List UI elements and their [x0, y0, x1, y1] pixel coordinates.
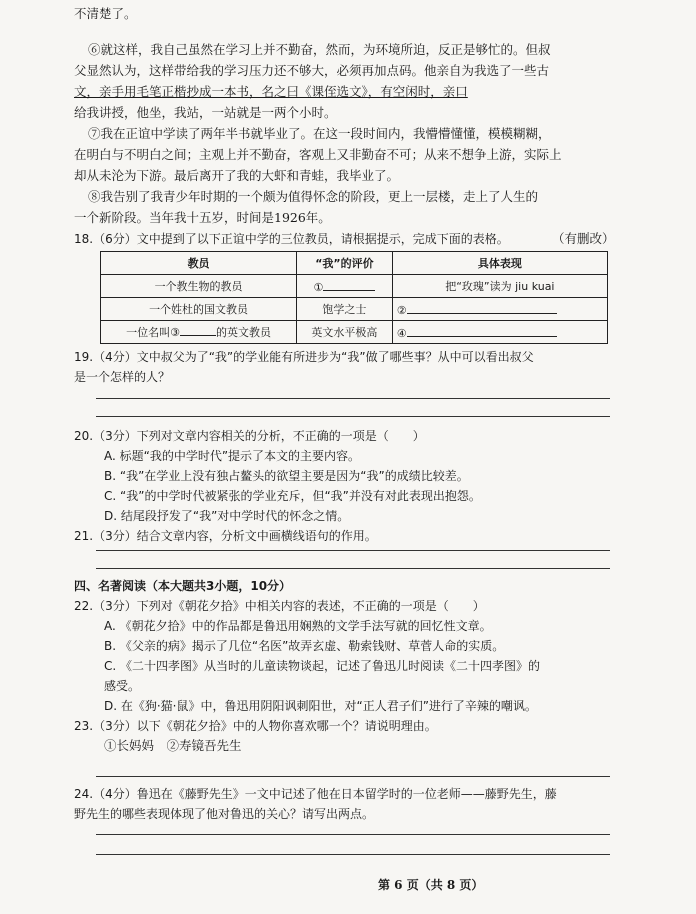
answer-line[interactable]: [96, 416, 610, 417]
source-note: （有删改）: [552, 231, 615, 246]
question-23-stem: 23.（3分）以下《朝花夕拾》中的人物你喜欢哪一个？请说明理由。: [74, 719, 437, 733]
question-19-stem-2: 是一个怎样的人？: [74, 370, 171, 384]
option-d: D. 在《狗·猫·鼠》中，鲁迅用阴阳讽刺阳世，对“正人君子们”进行了辛辣的嘲讽。: [104, 699, 537, 713]
option-b: B. “我”在学业上没有独占鳌头的欲望主要是因为“我”的成绩比较差。: [104, 469, 469, 483]
answer-line[interactable]: [96, 550, 610, 551]
answer-cell-1[interactable]: ①: [297, 275, 393, 298]
passage-line: [74, 82, 468, 102]
passage-line: 给我讲授，他坐，我站，一站就是一两个小时。: [74, 105, 337, 120]
passage-line: 一个新阶段。当年我十五岁，时间是1926年。: [74, 210, 331, 225]
option-b: B. 《父亲的病》揭示了几位“名医”故弄玄虚、勒索钱财、草菅人命的实质。: [104, 639, 505, 653]
table-row: [101, 275, 608, 298]
table-row: [101, 321, 608, 344]
question-24-stem-2: 野先生的哪些表现体现了他对鲁迅的关心？请写出两点。: [74, 807, 375, 821]
answer-blank[interactable]: [407, 302, 557, 314]
option-a: A. 标题“我的中学时代”提示了本文的主要内容。: [104, 449, 361, 463]
passage-line: ⑦我在正谊中学读了两年半书就毕业了。在这一段时间内，我懵懵懂懂，模模糊糊，: [88, 126, 551, 141]
passage-line: 不清楚了。: [74, 6, 137, 21]
option-c: C. “我”的中学时代被紧张的学业充斥，但“我”并没有对此表现出抱怨。: [104, 489, 481, 503]
table-cell: 英文水平极高: [297, 321, 393, 344]
passage-line: ⑧我告别了我青少年时期的一个颇为值得怀念的阶段，更上一层楼，走上了人生的: [88, 189, 539, 204]
answer-blank[interactable]: [180, 324, 216, 336]
question-19-stem: 19.（4分）文中叔父为了“我”的学业能有所进步为“我”做了哪些事？从中可以看出叔父: [74, 350, 534, 364]
question-21-stem: 21.（3分）结合文章内容，分析文中画横线语句的作用。: [74, 529, 377, 543]
answer-cell-2[interactable]: ②: [392, 298, 607, 321]
table-cell: 一个教生物的教员: [101, 275, 297, 298]
section-title: 四、名著阅读（本大题共3小题，10分）: [74, 579, 292, 593]
answer-cell-4[interactable]: ④: [392, 321, 607, 344]
passage-line: 却从未沦为下游。最后离开了我的大虾和青蛙，我毕业了。: [74, 168, 400, 183]
question-20-stem: 20.（3分）下列对文章内容相关的分析，不正确的一项是（ ）: [74, 429, 425, 443]
page-footer: 第 6 页（共 8 页）: [378, 878, 484, 892]
answer-line[interactable]: [96, 854, 610, 855]
table-header: 具体表现: [392, 252, 607, 275]
option-d: D. 结尾段抒发了“我”对中学时代的怀念之情。: [104, 509, 350, 523]
answer-line[interactable]: [96, 776, 610, 777]
question-22-stem: 22.（3分）下列对《朝花夕拾》中相关内容的表述，不正确的一项是（ ）: [74, 599, 485, 613]
table-row: [101, 298, 608, 321]
answer-blank[interactable]: [323, 279, 375, 291]
passage-line: 父显然认为，这样带给我的学习压力还不够大，必须再加点码。他亲自为我选了一些古: [74, 63, 550, 78]
option-a: A. 《朝花夕拾》中的作品都是鲁迅用娴熟的文学手法写就的回忆性文章。: [104, 619, 492, 633]
table-header: 教员: [101, 252, 297, 275]
table-cell: 饱学之士: [297, 298, 393, 321]
answer-line[interactable]: [96, 398, 610, 399]
underlined-sentence: 文，亲手用毛笔正楷抄成一本书，名之曰《课侄选文》，有空闲时，亲口: [74, 84, 468, 99]
option-c-continued: 感受。: [104, 679, 141, 693]
answer-blank[interactable]: [407, 325, 557, 337]
table-cell: 把“玫瑰”读为 jiu kuai: [392, 275, 607, 298]
option-c: C. 《二十四孝图》从当时的儿童读物谈起，记述了鲁迅儿时阅读《二十四孝图》的: [104, 659, 541, 673]
answer-line[interactable]: [96, 568, 610, 569]
table-header: “我”的评价: [297, 252, 393, 275]
question-24-stem: 24.（4分）鲁迅在《藤野先生》一文中记述了他在日本留学时的一位老师——藤野先生，藤: [74, 787, 557, 801]
answer-line[interactable]: [96, 834, 610, 835]
answer-cell-3[interactable]: 一位名叫③ 的英文教员: [101, 321, 297, 344]
question-23-options: ①长妈妈 ②寿镜吾先生: [104, 738, 242, 753]
question-18-stem: 18.（6分）文中提到了以下正谊中学的三位教员，请根据提示，完成下面的表格。: [74, 232, 509, 246]
passage-line: ⑥就这样，我自己虽然在学习上并不勤奋，然而，为环境所迫，反正是够忙的。但叔: [88, 42, 551, 57]
table-cell: 一个姓杜的国文教员: [101, 298, 297, 321]
passage-line: 在明白与不明白之间；主观上并不勤奋，客观上又非勤奋不可；从来不想争上游，实际上: [74, 147, 562, 162]
teacher-table: [100, 251, 608, 344]
